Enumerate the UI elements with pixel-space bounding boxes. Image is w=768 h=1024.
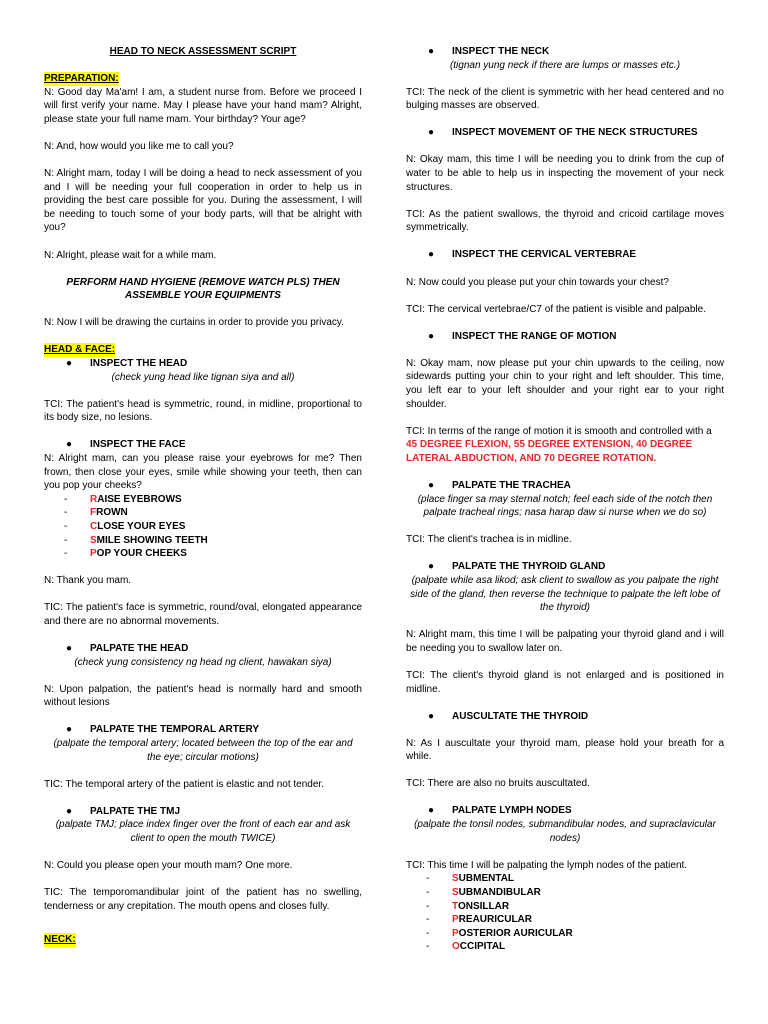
tmj-note: (palpate TMJ; place index finger over the front of each ear and ask client to open the mouth TWICE): [55, 819, 351, 844]
bullet-dot: ●: [428, 479, 435, 491]
list-item: - SUBMENTAL: [426, 873, 515, 885]
bullet-dot: ●: [428, 46, 435, 57]
neck-movement-instruction: N: Okay mam, this time I will be needing you to drink from the cup of water to be able to help us in inspecting the movement of your neck structures.: [406, 154, 724, 193]
right-column: [406, 0, 724, 954]
inspect-head-note: (check yung head like tignan siya and all): [111, 371, 295, 383]
auscultate-tci: TCI: There are also no bruits auscultated.: [406, 778, 590, 790]
bullet-dot: ●: [428, 805, 435, 817]
bullet-palpate-tmj: ● PALPATE THE TMJ: [66, 805, 180, 817]
bullet-dot: ●: [428, 561, 435, 573]
hand-hygiene-instruction: PERFORM HAND HYGIENE (REMOVE WATCH PLS) THEN ASSEMBLE YOUR EQUIPMENTS: [66, 276, 340, 302]
lymph-tci: TCI: This time I will be palpating the lymph nodes of the patient.: [406, 859, 688, 871]
temporal-artery-tic: TIC: The temporal artery of the patient is elastic and not tender.: [44, 778, 324, 790]
bullet-inspect-neck: ● INSPECT THE NECK: [428, 46, 550, 57]
list-item: - POP YOUR CHEEKS: [64, 548, 187, 560]
bullet-range-of-motion: ● INSPECT THE RANGE OF MOTION: [428, 330, 617, 342]
trachea-tci: TCI: The client's trachea is in midline.: [406, 534, 572, 546]
prep-paragraph-2: N: And, how would you like me to call you?: [44, 140, 234, 152]
prep-paragraph-3: N: Alright mam, today I will be doing a head to neck assessment of you and I will be needing your full cooperation in order to help us in providing the best care possible for you. During the assessment, I will be needing to touch some of your body parts, will that be alright with you?: [44, 168, 362, 234]
bullet-dot: ●: [428, 249, 435, 261]
face-movement-list: [44, 493, 362, 561]
face-tic: TIC: The patient's face is symmetric, round/oval, elongated appearance and there are no abnormal movements.: [44, 602, 362, 627]
bullet-dot: ●: [66, 439, 73, 451]
rom-instruction: N: Okay mam, now please put your chin upwards to the ceiling, now sidewards putting your chin to your right and left shoulder. This time, you left ear to your left shoulder and your right ear to your right shoulder.: [406, 357, 724, 410]
bullet-dot: ●: [428, 330, 435, 342]
list-item: - FROWN: [64, 507, 128, 519]
list-item: - RAISE EYEBROWS: [64, 493, 182, 505]
inspect-neck-note: (tignan yung neck if there are lumps or masses etc.): [449, 59, 681, 71]
bullet-dot: ●: [66, 724, 73, 736]
document-title: HEAD TO NECK ASSESSMENT SCRIPT: [109, 46, 297, 57]
neck-heading: NECK:: [44, 934, 76, 946]
cervical-tci: TCI: The cervical vertebrae/C7 of the patient is visible and palpable.: [406, 303, 706, 315]
bullet-auscultate-thyroid: ● AUSCULTATE THE THYROID: [428, 710, 589, 722]
bullet-neck-movement: ● INSPECT MOVEMENT OF THE NECK STRUCTURES: [428, 127, 698, 139]
preparation-heading: PREPARATION:: [44, 73, 119, 85]
bullet-cervical-vertebrae: ● INSPECT THE CERVICAL VERTEBRAE: [428, 249, 637, 261]
bullet-temporal-artery: ● PALPATE THE TEMPORAL ARTERY: [66, 724, 260, 736]
thank-you-line: N: Thank you mam.: [44, 575, 132, 587]
tmj-instruction: N: Could you please open your mouth mam? One more.: [44, 860, 293, 872]
palpate-head-finding: N: Upon palpation, the patient's head is normally hard and smooth without lesions: [44, 683, 362, 709]
list-item: - TONSILLAR: [426, 900, 510, 912]
list-item: - CLOSE YOUR EYES: [64, 520, 186, 532]
palpate-head-note: (check yung consistency ng head ng client, hawakan siya): [74, 656, 332, 668]
thyroid-note: (palpate while asa likod; ask client to swallow as you palpate the right side of the gland, then reverse the technique to palpate the left lobe of the thyroid): [410, 574, 720, 614]
list-item: - OCCIPITAL: [426, 941, 506, 953]
thyroid-tci: TCI: The client's thyroid gland is not enlarged and is positioned in midline.: [406, 669, 724, 695]
temporal-artery-note: (palpate the temporal artery; located between the top of the ear and the eye; circular motions): [53, 737, 353, 763]
left-column: [44, 0, 362, 947]
inspect-head-tci: TCI: The patient's head is symmetric, round, in midline, proportional to its body size, no lesions.: [44, 398, 362, 424]
curtains-paragraph: N: Now I will be drawing the curtains in order to provide you privacy.: [44, 317, 344, 329]
prep-paragraph-1: N: Good day Ma'am! I am, a student nurse from. Before we proceed I will first verify your name. May I please have your hand mam? Alright, please state your full name mam. Your birthday? Your age?: [44, 86, 362, 125]
neck-movement-tci: TCI: As the patient swallows, the thyroid and cricoid cartilage moves symmetrically.: [406, 208, 724, 234]
lymph-note: (palpate the tonsil nodes, submandibular nodes, and supraclavicular nodes): [414, 819, 716, 844]
inspect-face-instruction: N: Alright mam, can you please raise your eyebrows for me? Then frown, then close your eyes, smile while showing your teeth, then can you pop your cheeks?: [44, 452, 362, 492]
list-item: - PREAURICULAR: [426, 914, 533, 926]
bullet-dot: ●: [66, 805, 73, 817]
bullet-dot: ●: [428, 127, 435, 139]
lymph-node-list: [406, 872, 724, 954]
thyroid-instruction: N: Alright mam, this time I will be palpating your thyroid gland and i will be needing you to swallow later on.: [406, 629, 724, 654]
bullet-dot: ●: [428, 710, 435, 722]
bullet-dot: ●: [66, 358, 73, 369]
tmj-tic: TIC: The temporomandibular joint of the patient has no swelling, tenderness or any crepitation. The mouth opens and closes fully.: [44, 887, 362, 912]
list-item: - SMILE SHOWING TEETH: [64, 534, 208, 546]
cervical-instruction: N: Now could you please put your chin towards your chest?: [406, 276, 669, 288]
auscultate-instruction: N: As I auscultate your thyroid mam, please hold your breath for a while.: [406, 737, 724, 763]
bullet-dot: ●: [66, 643, 73, 654]
rom-degrees: 45 DEGREE FLEXION, 55 DEGREE EXTENSION, 40 DEGREE LATERAL ABDUCTION, AND 70 DEGREE ROTATION.: [406, 439, 693, 464]
inspect-neck-tci: TCI: The neck of the client is symmetric with her head centered and no bulging masses are observed.: [406, 86, 724, 112]
bullet-inspect-face: ● INSPECT THE FACE: [66, 439, 186, 451]
list-item: - SUBMANDIBULAR: [426, 886, 541, 898]
bullet-lymph-nodes: ● PALPATE LYMPH NODES: [428, 805, 572, 817]
list-item: - POSTERIOR AURICULAR: [426, 927, 573, 939]
bullet-palpate-head: ● PALPATE THE HEAD: [66, 643, 189, 654]
trachea-note: (place finger sa may sternal notch; feel each side of the notch then palpate tracheal rings; nasa harap daw si nurse when we do so): [417, 493, 713, 519]
bullet-palpate-trachea: ● PALPATE THE TRACHEA: [428, 479, 571, 491]
head-face-heading: HEAD & FACE:: [44, 344, 116, 356]
rom-tci: TCI: In terms of the range of motion it is smooth and controlled with a 45 DEGREE FLEXION, 55 DEGREE EXTENSION, 40 DEGREE LATERAL ABDUCTION, AND 70 DEGREE ROTATION.: [406, 425, 712, 464]
bullet-palpate-thyroid: ● PALPATE THE THYROID GLAND: [428, 561, 606, 573]
bullet-inspect-head: ● INSPECT THE HEAD: [66, 358, 188, 369]
prep-paragraph-4: N: Alright, please wait for a while mam.: [44, 249, 217, 261]
